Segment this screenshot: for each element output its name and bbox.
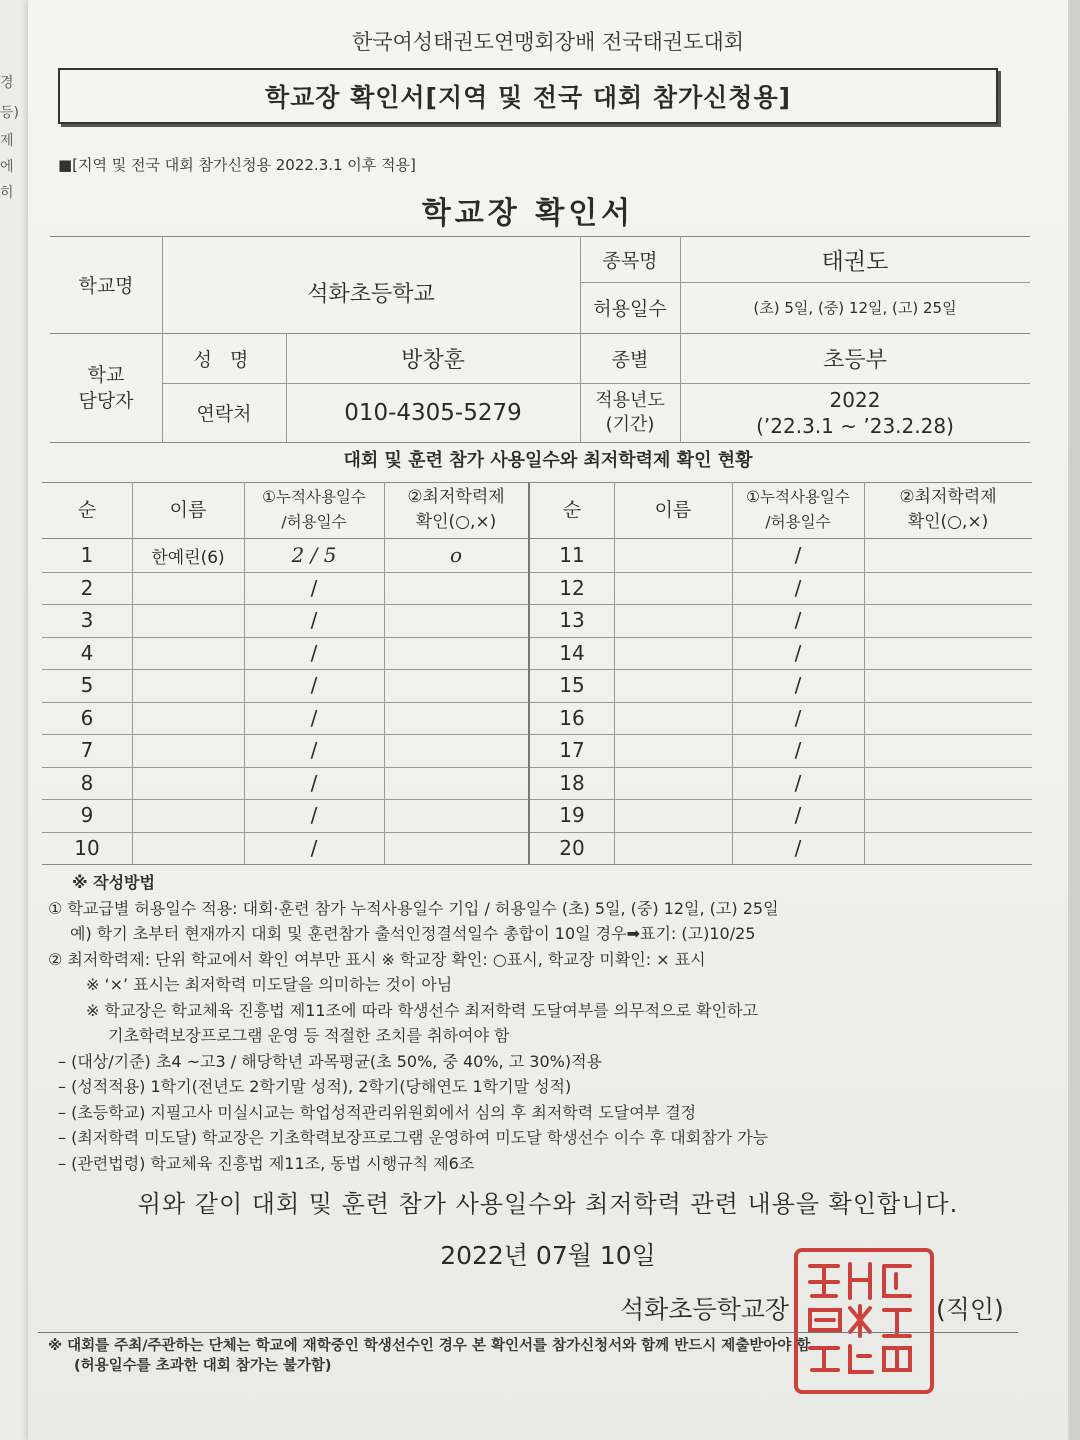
roster-cell-no: 17 xyxy=(559,738,585,763)
method-line: – (최저학력 미도달) 학교장은 기초학력보장프로그램 운영하여 미도달 학생선수 이수 후 대회참가 가능 xyxy=(58,1128,769,1147)
col-header-academic: ②최저학력제 확인(○,×) xyxy=(407,487,505,532)
col-header-days: ①누적사용일수 /허용일수 xyxy=(262,488,366,531)
roster-cell-no: 8 xyxy=(80,770,94,795)
roster-cell-no: 4 xyxy=(80,640,94,665)
school-info-table xyxy=(50,236,1030,444)
roster-cell-days: / xyxy=(794,640,802,665)
roster-table xyxy=(42,482,1032,864)
roster-cell-name xyxy=(614,669,732,702)
year-label: 적용년도 (기간) xyxy=(595,389,665,435)
roster-cell-check xyxy=(384,604,528,637)
roster-cell-days: / xyxy=(794,770,802,795)
method-line: – (성적적용) 1학기(전년도 2학기말 성적), 2학기(당해연도 1학기말 성적) xyxy=(58,1077,572,1096)
roster-cell-name xyxy=(132,832,244,865)
roster-cell-days: 2 / 5 xyxy=(291,543,337,568)
roster-cell-no: 2 xyxy=(80,575,94,600)
footnote-line: ※ 대회를 주최/주관하는 단체는 학교에 재학중인 학생선수인 경우 본 확인서를 참가신청서와 함께 반드시 제출받아야 함 xyxy=(48,1338,811,1354)
roster-cell-no: 15 xyxy=(559,673,585,698)
roster-cell-no: 3 xyxy=(80,608,94,633)
roster-cell-name xyxy=(614,637,732,670)
boxed-form-title xyxy=(58,68,998,124)
roster-cell-no: 14 xyxy=(559,640,585,665)
method-line: ※ 학교장은 학교체육 진흥법 제11조에 따라 학생선수 최저학력 도달여부를 의무적으로 확인하고 xyxy=(86,1000,758,1020)
roster-cell-no: 5 xyxy=(80,673,94,698)
roster-cell-check xyxy=(864,604,1032,637)
confirmation-statement: 위와 같이 대회 및 훈련 참가 사용일수와 최저학력 관련 내용을 확인합니다. xyxy=(137,1190,959,1218)
roster-cell-days: / xyxy=(794,575,802,600)
roster-cell-days: / xyxy=(310,705,318,730)
roster-cell-days: / xyxy=(794,705,802,730)
roster-cell-check xyxy=(864,669,1032,702)
method-heading: ※ 작성방법 xyxy=(72,873,155,892)
roster-cell-check xyxy=(864,832,1032,865)
roster-cell-name xyxy=(132,637,244,670)
sport-label: 종목명 xyxy=(602,249,658,272)
method-line: – (대상/기준) 초4 ~고3 / 해당학년 과목평균(초 50%, 중 40%, 고 30%)적용 xyxy=(58,1051,602,1071)
document-title: 학교장 확인서 xyxy=(421,196,635,231)
roster-cell-check xyxy=(864,539,1032,572)
margin-fragment: 제 xyxy=(0,133,14,149)
roster-cell-no: 13 xyxy=(559,608,585,633)
roster-cell-days: / xyxy=(794,803,802,828)
margin-fragment: 등) xyxy=(0,105,19,121)
roster-cell-days: / xyxy=(310,640,318,665)
method-line: – (관련법령) 학교체육 진흥법 제11조, 동법 시행규칙 제6조 xyxy=(58,1153,475,1173)
writing-method-notes xyxy=(48,870,1048,1176)
roster-cell-name xyxy=(614,799,732,832)
roster-cell-no: 9 xyxy=(80,803,94,828)
roster-cell-days: / xyxy=(310,738,318,763)
issue-date: 2022년 07월 10일 xyxy=(440,1241,656,1270)
method-line: ① 학교급별 허용일수 적용: 대회·훈련 참가 누적사용일수 기입 / 허용일수 (초) 5일, (중) 12일, (고) 25일 xyxy=(48,898,779,918)
roster-cell-check xyxy=(384,572,528,605)
roster-cell-no: 12 xyxy=(559,575,585,600)
method-line: 기초학력보장프로그램 운영 등 적절한 조치를 취하여야 함 xyxy=(108,1026,510,1045)
document-page xyxy=(28,0,1068,1440)
roster-cell-days: / xyxy=(794,835,802,860)
roster-cell-check xyxy=(384,832,528,865)
roster-cell-days: / xyxy=(794,608,802,633)
signer-title: 석화초등학교장 xyxy=(620,1295,790,1324)
allowed-days-label: 허용일수 xyxy=(593,298,667,320)
margin-fragment: 히 xyxy=(0,185,14,201)
roster-cell-name xyxy=(614,539,732,572)
col-header-academic: ②최저학력제 확인(○,×) xyxy=(899,487,997,532)
roster-cell-no: 20 xyxy=(559,835,585,860)
roster-cell-check xyxy=(864,767,1032,800)
roster-cell-no: 1 xyxy=(80,543,94,568)
roster-cell-no: 18 xyxy=(559,770,585,795)
school-name-value: 석화초등학교 xyxy=(307,281,435,307)
school-manager-label: 학교 담당자 xyxy=(78,363,134,412)
roster-cell-name: 한예린(6) xyxy=(151,547,225,568)
roster-cell-days: / xyxy=(310,608,318,633)
roster-cell-check xyxy=(384,799,528,832)
roster-cell-no: 19 xyxy=(559,803,585,828)
roster-cell-check: o xyxy=(449,543,463,568)
roster-cell-days: / xyxy=(310,770,318,795)
roster-cell-days: / xyxy=(310,803,318,828)
roster-cell-days: / xyxy=(310,835,318,860)
roster-cell-name xyxy=(614,572,732,605)
school-name-label: 학교명 xyxy=(78,275,134,297)
manager-name-label: 성 명 xyxy=(193,348,255,371)
year-value: 2022 xyxy=(829,387,881,412)
apply-note: ■[지역 및 전국 대회 참가신청용 2022.3.1 이후 적용] xyxy=(58,156,416,174)
event-title: 한국여성태권도연맹회장배 전국태권도대회 xyxy=(351,30,745,54)
roster-cell-days: / xyxy=(794,673,802,698)
background-edge xyxy=(1070,0,1080,1440)
roster-cell-name xyxy=(614,767,732,800)
roster-cell-name xyxy=(132,669,244,702)
footnote-line: (허용일수를 초과한 대회 참가는 불가함) xyxy=(74,1358,332,1374)
roster-cell-days: / xyxy=(794,738,802,763)
roster-cell-no: 7 xyxy=(80,738,94,763)
roster-cell-name xyxy=(132,799,244,832)
roster-cell-name xyxy=(614,832,732,865)
roster-cell-check xyxy=(864,637,1032,670)
contact-label: 연락처 xyxy=(196,403,252,425)
year-cell xyxy=(680,383,1030,442)
roster-cell-check xyxy=(384,734,528,767)
col-header-no: 순 xyxy=(562,498,582,521)
roster-cell-days: / xyxy=(310,575,318,600)
contact-value: 010-4305-5279 xyxy=(344,399,522,426)
roster-cell-name xyxy=(132,604,244,637)
roster-cell-check xyxy=(864,702,1032,735)
roster-cell-name xyxy=(132,572,244,605)
roster-cell-check xyxy=(864,572,1032,605)
roster-cell-name xyxy=(132,734,244,767)
roster-cell-no: 10 xyxy=(74,835,100,860)
roster-cell-check xyxy=(384,637,528,670)
manager-name-value: 방창훈 xyxy=(401,347,465,373)
method-line: ② 최저학력제: 단위 학교에서 확인 여부만 표시 ※ 학교장 확인: ○표시, 학교장 미확인: × 표시 xyxy=(48,949,706,969)
seal-label: (직인) xyxy=(936,1295,1004,1324)
roster-cell-no: 16 xyxy=(559,705,585,730)
col-header-name: 이름 xyxy=(654,498,692,521)
roster-cell-check xyxy=(384,767,528,800)
roster-cell-check xyxy=(384,669,528,702)
allowed-days-value: (초) 5일, (중) 12일, (고) 25일 xyxy=(753,299,957,317)
boxed-form-title-text: 학교장 확인서[지역 및 전국 대회 참가신청용] xyxy=(264,83,792,112)
adjacent-page-edge xyxy=(0,0,29,1440)
roster-cell-days: / xyxy=(310,673,318,698)
roster-cell-check xyxy=(864,799,1032,832)
col-header-name: 이름 xyxy=(169,498,207,521)
col-header-no: 순 xyxy=(77,498,97,521)
roster-cell-check xyxy=(384,702,528,735)
roster-cell-no: 11 xyxy=(559,543,585,568)
method-line: – (초등학교) 지필고사 미실시교는 학업성적관리위원회에서 심의 후 최저학력 도달여부 결정 xyxy=(58,1102,697,1122)
division-label: 종별 xyxy=(611,348,649,371)
roster-cell-name xyxy=(614,604,732,637)
roster-cell-no: 6 xyxy=(80,705,94,730)
margin-fragment: 에 xyxy=(0,159,14,175)
margin-fragment: 경 xyxy=(0,75,14,91)
sport-value: 태권도 xyxy=(821,248,889,275)
col-header-days: ①누적사용일수 /허용일수 xyxy=(746,488,850,531)
roster-cell-name xyxy=(132,702,244,735)
roster-section-title: 대회 및 훈련 참가 사용일수와 최저학력제 확인 현황 xyxy=(343,450,753,471)
roster-cell-name xyxy=(614,702,732,735)
roster-cell-check xyxy=(864,734,1032,767)
division-value: 초등부 xyxy=(823,347,887,373)
roster-cell-name xyxy=(132,767,244,800)
roster-cell-days: / xyxy=(794,543,802,568)
footnote xyxy=(48,1336,1048,1376)
method-line: ※ ‘×’ 표시는 최저학력 미도달을 의미하는 것이 아님 xyxy=(86,975,453,994)
year-period: (’22.3.1 ~ ’23.2.28) xyxy=(756,413,954,438)
roster-cell-name xyxy=(614,734,732,767)
footnote-divider xyxy=(38,1332,1018,1333)
method-line: 예) 학기 초부터 현재까지 대회 및 훈련참가 출석인정결석일수 총합이 10일 경우➡표기: (고)10/25 xyxy=(70,924,756,943)
